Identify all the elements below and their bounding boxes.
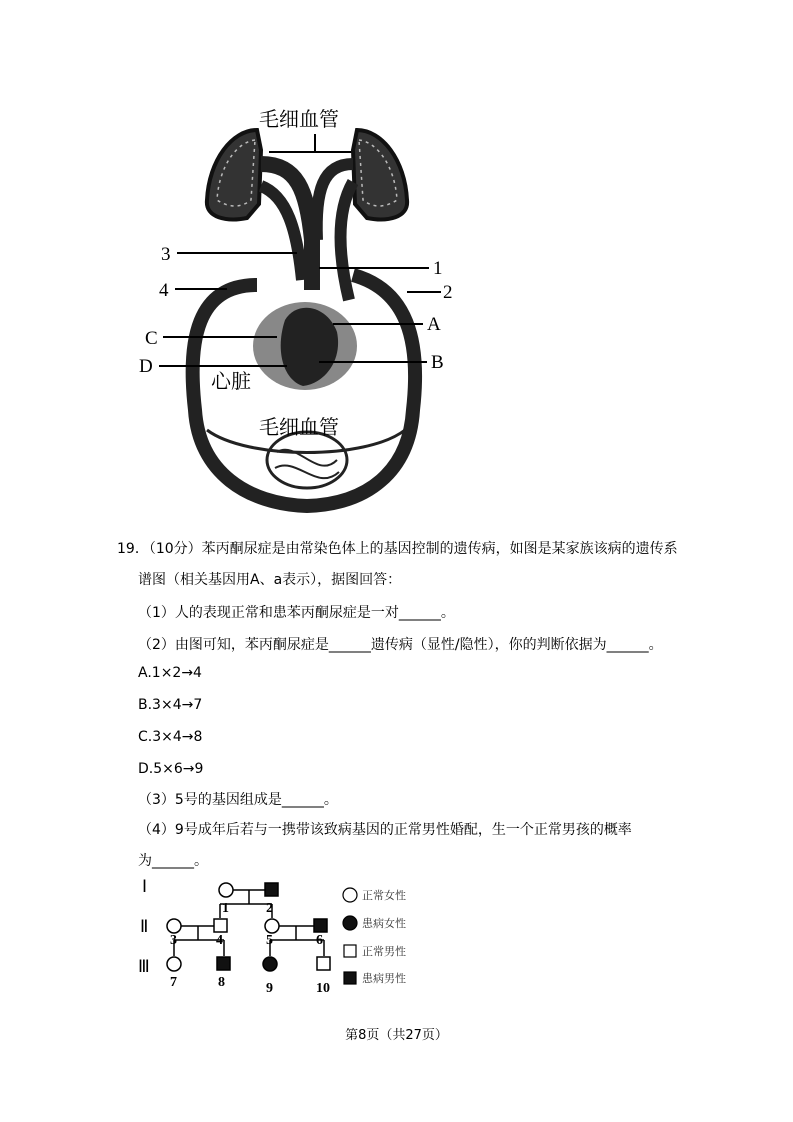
member-6 [314,919,327,932]
member-3 [167,919,181,933]
label-1: 1 [433,258,443,279]
legend-normal-female-icon [343,888,357,902]
question-stem-line2: 谱图（相关基因用A、a表示），据图回答： [138,572,402,588]
member-label-2: 2 [266,901,273,916]
sub-question-4-line2: 为______。 [138,853,208,869]
legend-affected-male: 患病男性 [362,973,406,985]
member-9 [263,957,277,971]
label-A: A [427,314,441,335]
pedigree-chart [138,876,428,1002]
member-7 [167,957,181,971]
legend-normal-male: 正常男性 [362,946,406,958]
member-label-9: 9 [266,981,273,996]
heart-label: 心脏 [211,371,251,393]
label-D: D [139,356,153,377]
bottom-capillary-label: 毛细血管 [259,417,339,439]
option-d: D.5×6→9 [138,761,204,777]
member-8 [217,957,230,970]
sub-question-4-line1: （4）9号成年后若与一携带该致病基因的正常男性婚配，生一个正常男孩的概率 [138,822,632,838]
legend-affected-female-icon [343,916,357,930]
sub-question-3: （3）5号的基因组成是______。 [138,792,338,808]
sub-question-1: （1）人的表现正常和患苯丙酮尿症是一对______。 [138,605,455,621]
member-label-7: 7 [170,975,177,990]
member-label-3: 3 [170,933,177,948]
member-label-10: 10 [316,981,330,996]
label-C: C [145,328,158,349]
legend-affected-female: 患病女性 [362,918,406,930]
member-label-1: 1 [222,901,229,916]
generation-II: Ⅱ [140,917,149,936]
member-label-8: 8 [218,975,225,990]
member-label-4: 4 [216,933,223,948]
legend-normal-male-icon [344,945,356,957]
member-1 [219,883,233,897]
legend-normal-female: 正常女性 [362,890,406,902]
label-4: 4 [159,280,169,301]
generation-I: Ⅰ [142,877,148,896]
option-a: A.1×2→4 [138,665,202,681]
page-footer: 第8页（共27页） [345,1028,448,1043]
member-4 [214,919,227,932]
member-label-6: 6 [316,933,323,948]
question-stem-line1: 19．（10分）苯丙酮尿症是由常染色体上的基因控制的遗传病，如图是某家族该病的遗传系 [117,541,678,557]
top-capillary-label: 毛细血管 [259,109,339,131]
sub-question-2: （2）由图可知，苯丙酮尿症是______遗传病（显性/隐性），你的判断依据为______。 [138,637,663,653]
label-3: 3 [161,244,171,265]
label-2: 2 [443,282,453,303]
option-b: B.3×4→7 [138,697,203,713]
member-10 [317,957,330,970]
member-5 [265,919,279,933]
member-label-5: 5 [266,933,273,948]
label-B: B [431,352,444,373]
generation-III: Ⅲ [138,957,150,976]
circulation-diagram [137,100,477,523]
member-2 [265,883,278,896]
legend-affected-male-icon [344,972,356,984]
option-c: C.3×4→8 [138,729,203,745]
